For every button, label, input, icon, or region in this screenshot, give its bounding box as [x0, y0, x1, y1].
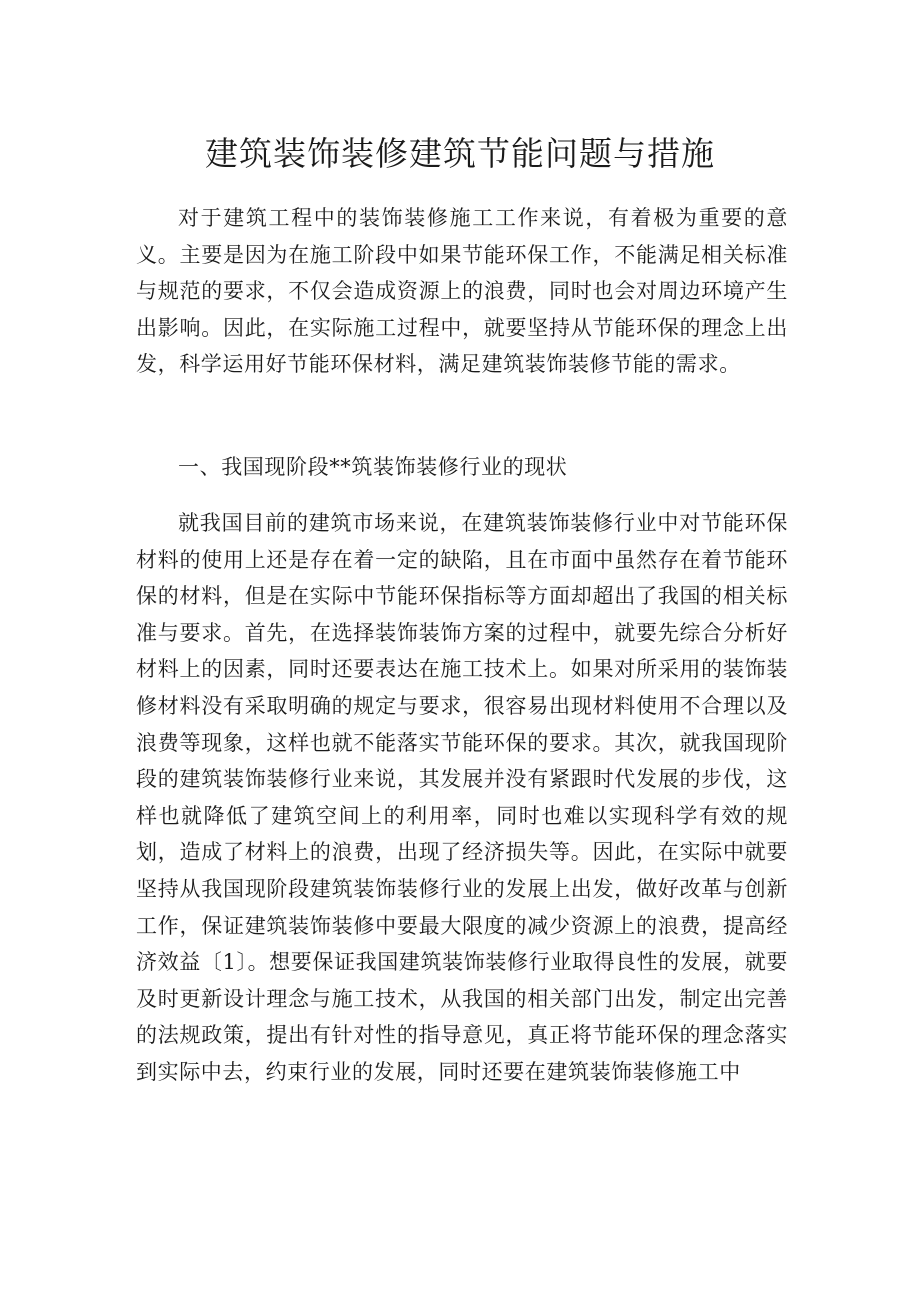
- section-heading-1: 一、我国现阶段**筑装饰装修行业的现状: [178, 455, 568, 479]
- section-1-paragraph: 就我国目前的建筑市场来说，在建筑装饰装修行业中对节能环保材料的使用上还是存在着一定的缺陷，且在市面中虽然存在着节能环保的材料，但是在实际中节能环保指标等方面却超出了我国的相关标准与要求。首先，在选择装饰装饰方案的过程中，就要先综合分析好材料上的因素，同时还要表达在施工技术上。如果对所采用的装饰装修材料没有采取明确的规定与要求，很容易出现材料使用不合理以及浪费等现象，这样也就不能落实节能环保的要求。其次，就我国现阶段的建筑装饰装修行业来说，其发展并没有紧跟时代发展的步伐，这样也就降低了建筑空间上的利用率，同时也难以实现科学有效的规划，造成了材料上的浪费，出现了经济损失等。因此，在实际中就要坚持从我国现阶段建筑装饰装修行业的发展上出发，做好改革与创新工作，保证建筑装饰装修中要最大限度的减少资源上的浪费，提高经济效益〔1〕。想要保证我国建筑装饰装修行业取得良性的发展，就要及时更新设计理念与施工技术，从我国的相关部门出发，制定出完善的法规政策，提出有针对性的指导意见，真正将节能环保的理念落实到实际中去，约束行业的发展，同时还要在建筑装饰装修施工中: [136, 511, 788, 1084]
- intro-paragraph: 对于建筑工程中的装饰装修施工工作来说，有着极为重要的意义。主要是因为在施工阶段中如果节能环保工作，不能满足相关标准与规范的要求，不仅会造成资源上的浪费，同时也会对周边环境产生出影响。因此，在实际施工过程中，就要坚持从节能环保的理念上出发，科学运用好节能环保材料，满足建筑装饰装修节能的需求。: [136, 206, 788, 377]
- document-title: 建筑装饰装修建筑节能问题与措施: [205, 134, 715, 173]
